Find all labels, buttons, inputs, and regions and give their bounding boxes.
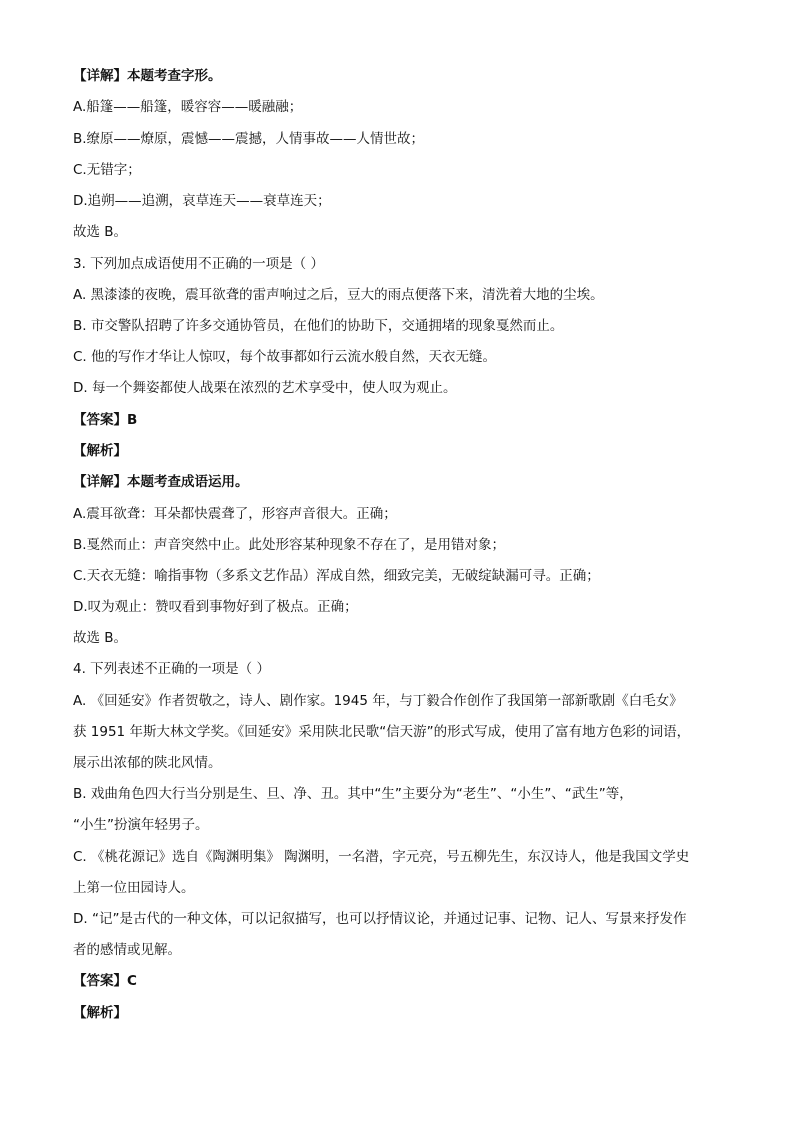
q3-option-d: D. 每一个舞姿都使人战栗在浓烈的艺术享受中，使人叹为观止。 — [73, 380, 457, 396]
q3-stem: 3. 下列加点成语使用不正确的一项是（ ） — [73, 256, 324, 272]
q4-option-d-line1: D. “记”是古代的一种文体，可以记叙描写，也可以抒情议论，并通过记事、记物、记人、写景来抒发作 — [73, 911, 687, 927]
q3-conclusion: 故选 B。 — [73, 630, 128, 646]
q4-option-c-line2: 上第一位田园诗人。 — [73, 880, 195, 896]
q2-explanation-d: D.追朔——追溯，哀草连天——衰草连天； — [73, 193, 331, 209]
q4-option-b-line1: B. 戏曲角色四大行当分别是生、旦、净、丑。其中“生”主要分为“老生”、“小生”、“武生”等， — [73, 786, 633, 802]
q3-answer: 【答案】B — [73, 412, 138, 428]
q3-option-c: C. 他的写作才华让人惊叹，每个故事都如行云流水般自然，天衣无缝。 — [73, 349, 497, 365]
q2-conclusion: 故选 B。 — [73, 224, 128, 240]
q3-option-a: A. 黑漆漆的夜晚，震耳欲聋的雷声响过之后，豆大的雨点便落下来，清洗着大地的尘埃。 — [73, 287, 604, 303]
q2-explanation-b: B.缭原——燎原，震憾——震撼，人情事故——人情世故； — [73, 131, 425, 147]
q4-answer: 【答案】C — [73, 973, 137, 989]
q3-option-b: B. 市交警队招聘了许多交通协管员，在他们的协助下，交通拥堵的现象戛然而止。 — [73, 318, 564, 334]
q2-explanation-c: C.无错字； — [73, 162, 141, 178]
q3-explanation-b: B.戛然而止：声音突然中止。此处形容某种现象不存在了，是用错对象； — [73, 537, 506, 553]
q3-explanation-c: C.天衣无缝：喻指事物（多系文艺作品）浑成自然，细致完美，无破绽缺漏可寻。正确； — [73, 568, 600, 584]
q4-option-a-line1: A. 《回延安》作者贺敬之，诗人、剧作家。1945 年，与丁毅合作创作了我国第一部新歌剧《白毛女》 — [73, 693, 683, 709]
q4-option-a-line2: 获 1951 年斯大林文学奖。《回延安》采用陕北民歌“信天游”的形式写成，使用了富有地方色彩的词语， — [73, 724, 691, 740]
q3-explanation-a: A.震耳欲聋：耳朵都快震聋了，形容声音很大。正确； — [73, 506, 397, 522]
q2-detail-heading: 【详解】本题考查字形。 — [73, 68, 222, 84]
q4-option-b-line2: “小生”扮演年轻男子。 — [73, 817, 209, 833]
q4-option-a-line3: 展示出浓郁的陕北风情。 — [73, 755, 222, 771]
q3-detail-heading: 【详解】本题考查成语运用。 — [73, 474, 249, 490]
q4-stem: 4. 下列表述不正确的一项是（ ） — [73, 661, 270, 677]
q3-analysis-heading: 【解析】 — [73, 443, 127, 459]
q3-explanation-d: D.叹为观止：赞叹看到事物好到了极点。正确； — [73, 599, 358, 615]
q4-option-d-line2: 者的感情或见解。 — [73, 942, 181, 958]
q2-explanation-a: A.船篷——船篷，暖容容——暖融融； — [73, 99, 303, 115]
q4-analysis-heading: 【解析】 — [73, 1005, 127, 1021]
q4-option-c-line1: C. 《桃花源记》选自《陶渊明集》 陶渊明，一名潜，字元亮，号五柳先生，东汉诗人，他是我国文学史 — [73, 849, 690, 865]
